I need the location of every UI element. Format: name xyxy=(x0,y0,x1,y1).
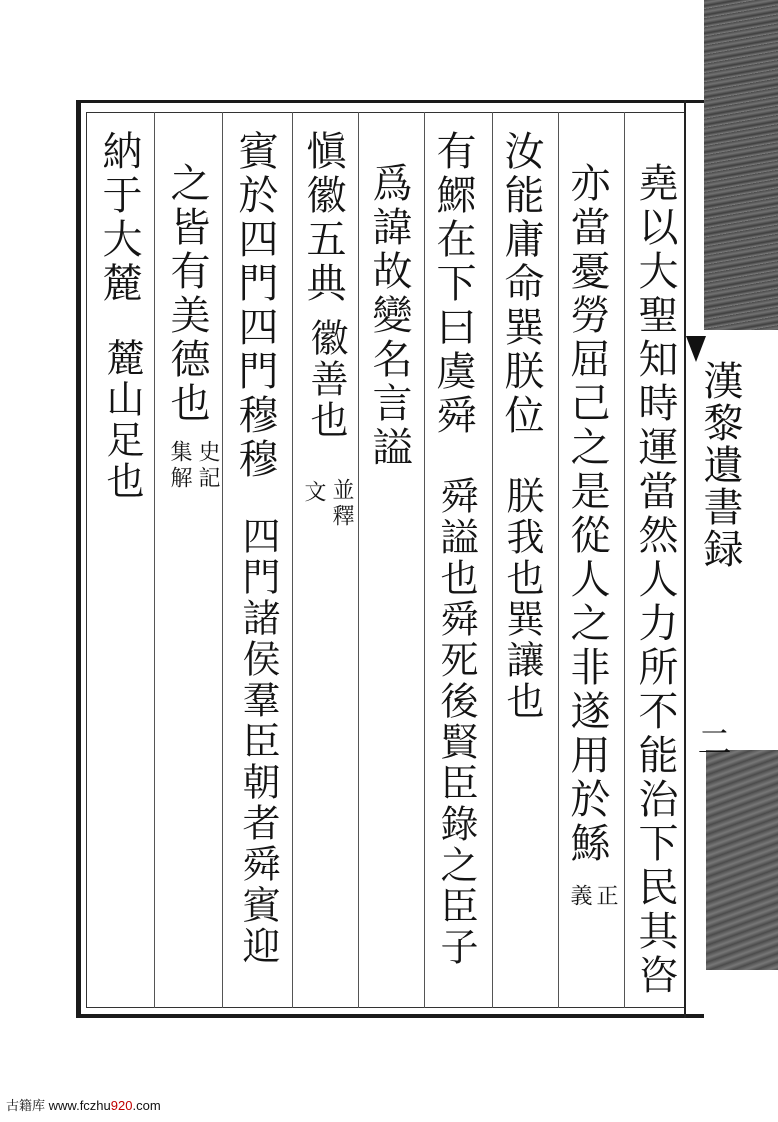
site-name: 古籍库 xyxy=(6,1098,46,1113)
site-footer[interactable] xyxy=(6,1095,161,1114)
annotation-source: 正 xyxy=(593,884,618,912)
site-url-number: 920 xyxy=(110,1098,133,1113)
text-column-2: 亦當憂勞屈己之是從人之非遂用於鯀 xyxy=(564,162,610,866)
column-rule xyxy=(424,112,425,1008)
site-url-prefix: www.fczhu xyxy=(48,1098,111,1113)
annotation-source: 史 xyxy=(195,440,220,468)
column-rule xyxy=(222,112,223,1008)
site-url-suffix: .com xyxy=(132,1098,161,1113)
column-rule xyxy=(492,112,493,1008)
fish-tail-mark xyxy=(686,336,706,362)
column-rule xyxy=(558,112,559,1008)
margin-shadow xyxy=(704,0,778,330)
gloss-column-3: 朕我也巽讓也 xyxy=(500,476,544,722)
annotation-source: 解 xyxy=(167,466,192,494)
column-rule xyxy=(624,112,625,1008)
book-title: 漢黎遺書録 xyxy=(697,360,743,570)
annotation-source: 並 xyxy=(329,478,354,506)
annotation-source: 集 xyxy=(167,440,192,468)
text-column-4: 有鰥在下曰虞舜 xyxy=(430,130,476,438)
column-rule xyxy=(154,112,155,1008)
gloss-column-6: 徽善也 xyxy=(304,318,348,441)
text-column-8: 之皆有美德也 xyxy=(164,162,210,426)
page-number: 二 xyxy=(691,724,731,758)
gloss-column-9: 麓山足也 xyxy=(100,338,144,502)
column-rule xyxy=(292,112,293,1008)
annotation-source: 義 xyxy=(567,884,592,912)
text-column-9: 納于大麓 xyxy=(96,130,142,306)
text-column-5: 爲諱故變名言謚 xyxy=(366,162,412,470)
gloss-column-4: 舜謚也舜死後賢臣錄之臣子 xyxy=(434,476,478,968)
annotation-source: 記 xyxy=(195,466,220,494)
margin-shadow xyxy=(706,750,778,970)
text-column-6: 愼徽五典 xyxy=(300,130,346,306)
annotation-source: 文 xyxy=(301,480,326,508)
column-rule xyxy=(358,112,359,1008)
annotation-source: 釋 xyxy=(329,504,354,532)
gloss-column-7: 四門諸侯羣臣朝者舜賓迎 xyxy=(236,516,280,967)
text-column-3: 汝能庸命巽朕位 xyxy=(498,130,544,438)
text-column-7: 賓於四門四門穆穆 xyxy=(232,130,278,482)
text-column-1: 堯以大聖知時運當然人力所不能治下民其咨 xyxy=(632,162,678,998)
